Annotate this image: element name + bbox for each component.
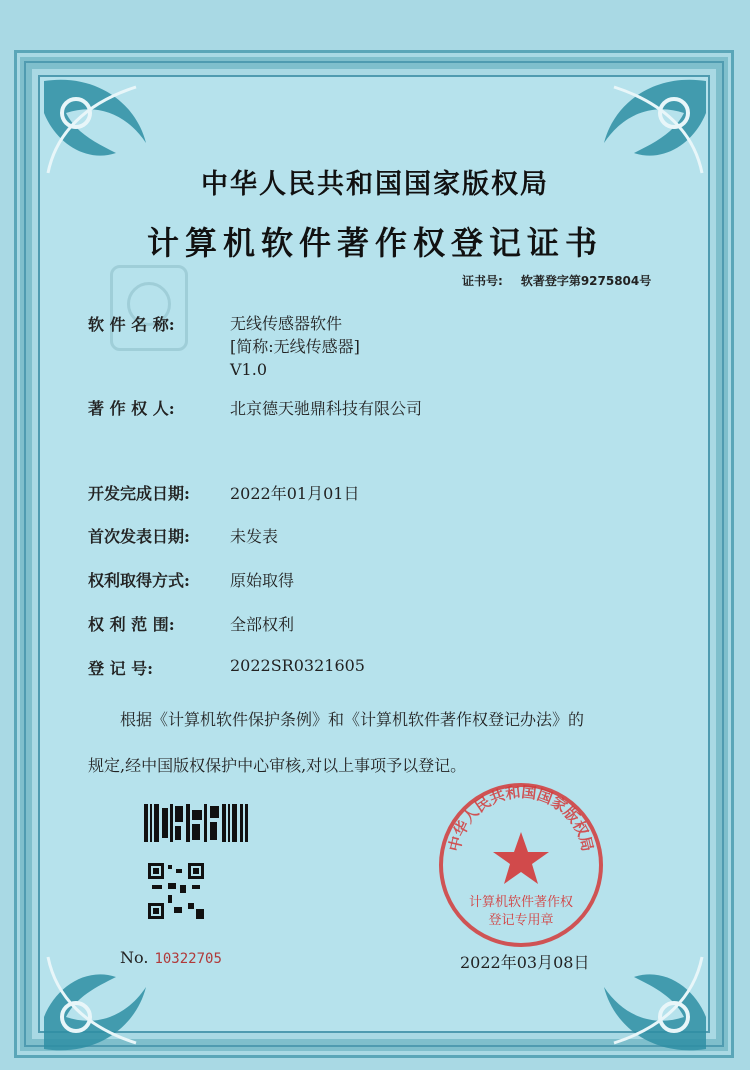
acquire-method-label: 权利取得方式:	[88, 571, 190, 590]
certificate-number	[462, 272, 651, 289]
completion-date-value: 2022年01月01日	[230, 484, 360, 503]
statement-line-2: 规定,经中国版权保护中心审核,对以上事项予以登记。	[88, 756, 467, 775]
completion-date-row	[88, 481, 360, 504]
rights-scope-label: 权 利 范 围:	[88, 615, 175, 634]
software-name-value	[230, 312, 360, 381]
seal-line-1: 计算机软件著作权	[468, 895, 574, 910]
publish-date-value: 未发表	[230, 527, 279, 546]
acquire-method-value: 原始取得	[230, 571, 295, 590]
qr-code-icon	[148, 863, 204, 919]
completion-date-label: 开发完成日期:	[88, 484, 190, 503]
barcode-icon	[144, 804, 248, 842]
watermark-logo-icon	[110, 265, 188, 351]
registration-number-row	[88, 656, 365, 679]
owner-value: 北京德天驰鼎科技有限公司	[230, 399, 423, 418]
serial-number-value: 10322705	[154, 951, 222, 967]
certificate-title: 计算机软件著作权登记证书	[146, 224, 603, 262]
rights-scope-row	[88, 612, 295, 635]
cert-no-label: 证书号:	[462, 274, 503, 288]
corner-ornament-icon	[594, 937, 714, 1057]
software-version: V1.0	[230, 360, 267, 379]
rights-scope-value: 全部权利	[230, 615, 295, 634]
software-name: 无线传感器软件	[230, 314, 343, 333]
software-name-row	[88, 312, 360, 379]
seal-line-2: 登记专用章	[488, 913, 554, 928]
publish-date-label: 首次发表日期:	[88, 527, 190, 546]
registration-number-value: 2022SR0321605	[230, 656, 365, 675]
owner-label: 著 作 权 人:	[88, 399, 175, 418]
registration-number-label: 登 记 号:	[88, 659, 154, 678]
issue-date: 2022年03月08日	[460, 953, 590, 972]
acquire-method-row	[88, 568, 295, 591]
issuing-authority: 中华人民共和国国家版权局	[201, 169, 549, 200]
seal-ring-text: 中华人民共和国国家版权局	[445, 783, 597, 854]
official-seal-icon	[436, 780, 606, 950]
software-short-name: [简称:无线传感器]	[230, 337, 360, 356]
publish-date-row	[88, 524, 279, 547]
software-name-label: 软 件 名 称:	[88, 315, 175, 334]
statement-line-1: 根据《计算机软件保护条例》和《计算机软件著作权登记办法》的	[120, 710, 585, 729]
serial-number-label: No.	[120, 948, 149, 967]
owner-row	[88, 396, 423, 419]
serial-number	[120, 948, 222, 967]
cert-no-value: 软著登字第9275804号	[520, 274, 652, 288]
